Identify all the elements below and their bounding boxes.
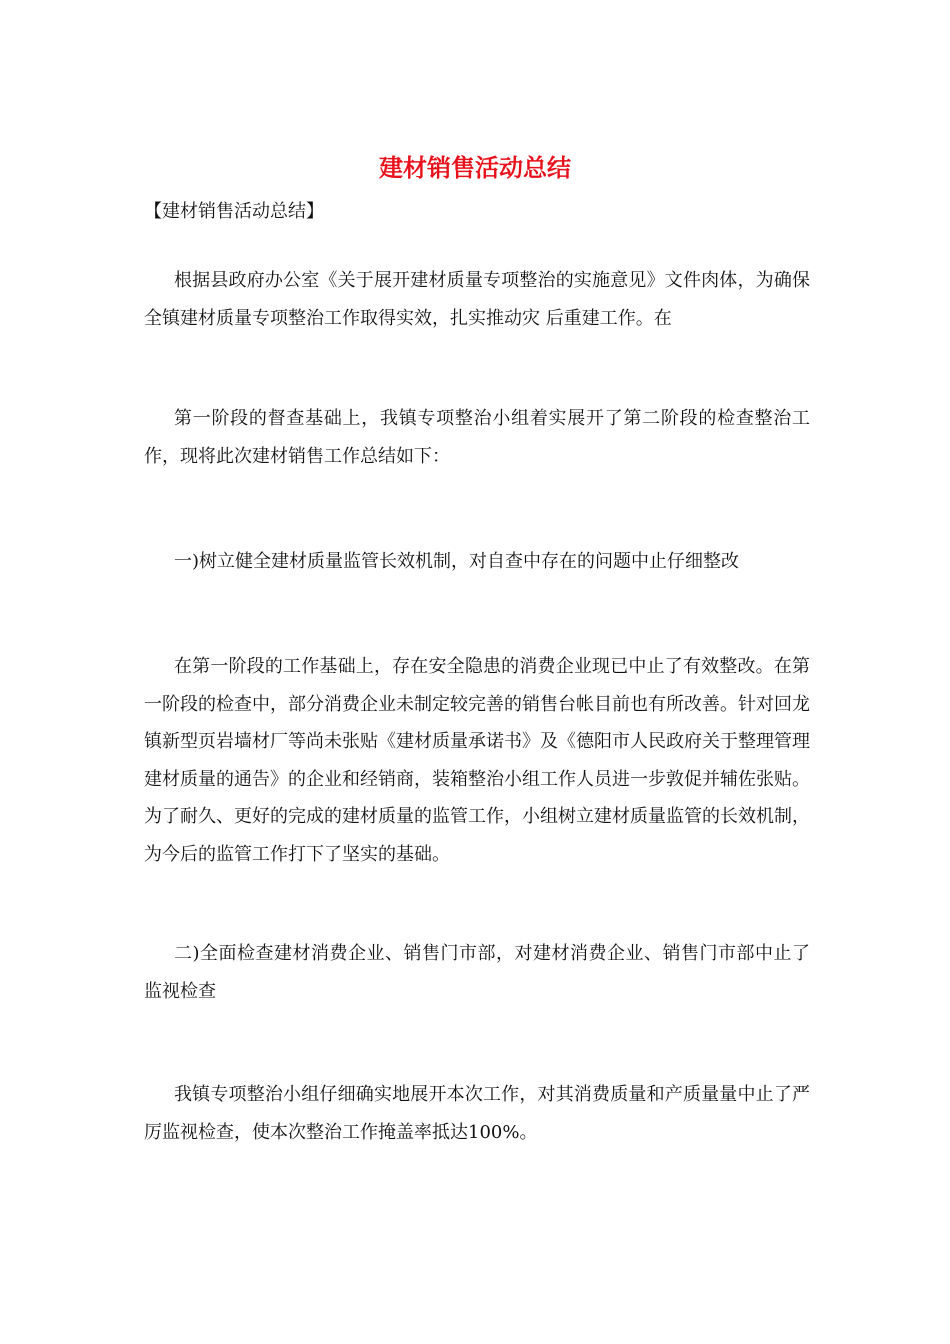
document-title: 建材销售活动总结: [379, 153, 571, 182]
document-subtitle: 【建材销售活动总结】: [144, 201, 324, 222]
paragraph-stage: 第一阶段的督查基础上，我镇专项整治小组着实展开了第二阶段的检查整治工作，现将此次建材销售工作总结如下：: [144, 408, 810, 467]
paragraph-section-2: 我镇专项整治小组仔细确实地展开本次工作，对其消费质量和产质量量中止了严厉监视检查，使本次整治工作掩盖率抵达100%。: [144, 1084, 810, 1143]
paragraph-section-1: 在第一阶段的工作基础上，存在安全隐患的消费企业现已中止了有效整改。在第一阶段的检查中，部分消费企业未制定较完善的销售台帐目前也有所改善。针对回龙镇新型页岩墙材厂等尚未张贴《建材质量承诺书》及《德阳市人民政府关于整理管理建材质量的通告》的企业和经销商，装箱整治小组工作人员进一步敦促并辅佐张贴。为了耐久、更好的完成的建材质量的监管工作，小组树立建材质量监管的长效机制，为今后的监管工作打下了坚实的基础。: [144, 656, 810, 865]
section-heading-1: 一)树立健全建材质量监管长效机制，对自查中存在的问题中止仔细整改: [174, 551, 740, 572]
section-heading-2: 二)全面检查建材消费企业、销售门市部，对建材消费企业、销售门市部中止了监视检查: [144, 943, 810, 1002]
paragraph-intro: 根据县政府办公室《关于展开建材质量专项整治的实施意见》文件肉体，为确保全镇建材质量专项整治工作取得实效，扎实推动灾 后重建工作。在: [144, 270, 810, 329]
